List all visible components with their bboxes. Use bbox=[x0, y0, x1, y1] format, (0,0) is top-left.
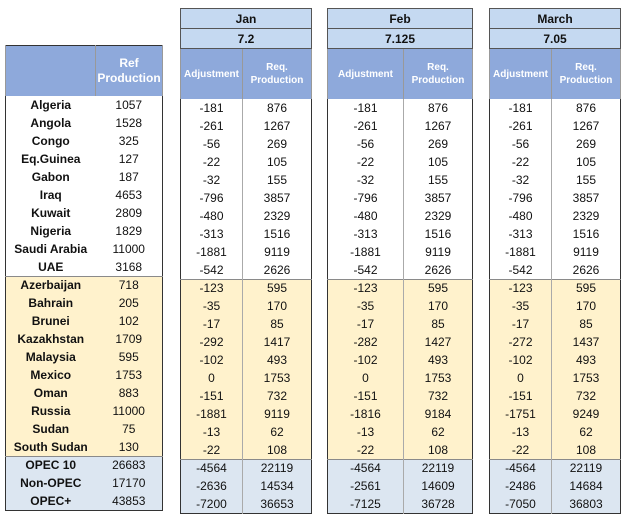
march-adjustment-value: -4564 bbox=[490, 459, 552, 477]
table-row bbox=[328, 189, 473, 207]
table-row bbox=[328, 261, 473, 279]
jan-month-label: Jan bbox=[181, 9, 312, 29]
jan-adjustment-value: -261 bbox=[181, 117, 243, 135]
table-row bbox=[181, 459, 312, 477]
feb-adjustment-value: -22 bbox=[328, 441, 404, 459]
table-row bbox=[6, 348, 163, 366]
table-row bbox=[6, 366, 163, 384]
jan-req-production-value: 1516 bbox=[243, 225, 312, 243]
march-adjustment-value: -272 bbox=[490, 333, 552, 351]
feb-req-production-value: 493 bbox=[404, 351, 473, 369]
table-row bbox=[6, 420, 163, 438]
table-row bbox=[181, 171, 312, 189]
table-row bbox=[6, 402, 163, 420]
feb-req-production-value: 22119 bbox=[404, 459, 473, 477]
country-name: Kazakhstan bbox=[6, 330, 96, 348]
table-row bbox=[181, 495, 312, 513]
country-name: Kuwait bbox=[6, 204, 96, 222]
table-row bbox=[328, 441, 473, 459]
feb-req-production-value: 595 bbox=[404, 279, 473, 297]
country-name: Sudan bbox=[6, 420, 96, 438]
march-req-production-value: 1753 bbox=[552, 369, 621, 387]
jan-adjustment-header: Adjustment bbox=[181, 49, 243, 100]
march-req-production-value: 876 bbox=[552, 99, 621, 117]
table-row bbox=[328, 423, 473, 441]
jan-adjustment-value: -151 bbox=[181, 387, 243, 405]
march-req-production-value: 2329 bbox=[552, 207, 621, 225]
jan-adjustment-value: -22 bbox=[181, 441, 243, 459]
table-row bbox=[181, 135, 312, 153]
table-row bbox=[328, 135, 473, 153]
march-req-production-value: 22119 bbox=[552, 459, 621, 477]
jan-req-production-header: Req. Production bbox=[243, 49, 312, 100]
feb-req-production-value: 1267 bbox=[404, 117, 473, 135]
feb-req-production-value: 2626 bbox=[404, 261, 473, 279]
jan-month-value: 7.2 bbox=[181, 29, 312, 49]
table-row bbox=[490, 423, 621, 441]
ref-production-value: 11000 bbox=[96, 402, 163, 420]
table-row bbox=[490, 261, 621, 279]
feb-adjustment-value: -102 bbox=[328, 351, 404, 369]
table-row bbox=[490, 189, 621, 207]
ref-production-value: 187 bbox=[96, 168, 163, 186]
march-req-production-value: 1267 bbox=[552, 117, 621, 135]
feb-req-production-value: 876 bbox=[404, 99, 473, 117]
feb-adjustment-value: -22 bbox=[328, 153, 404, 171]
table-row bbox=[490, 135, 621, 153]
table-row bbox=[181, 99, 312, 117]
ref-production-value: 127 bbox=[96, 150, 163, 168]
table-row bbox=[6, 96, 163, 114]
feb-adjustment-value: -1881 bbox=[328, 243, 404, 261]
march-adjustment-value: 0 bbox=[490, 369, 552, 387]
jan-req-production-value: 732 bbox=[243, 387, 312, 405]
country-name: Malaysia bbox=[6, 348, 96, 366]
feb-adjustment-value: -542 bbox=[328, 261, 404, 279]
jan-adjustment-value: -32 bbox=[181, 171, 243, 189]
feb-req-production-value: 2329 bbox=[404, 207, 473, 225]
table-row bbox=[490, 207, 621, 225]
jan-req-production-value: 493 bbox=[243, 351, 312, 369]
ref-production-value: 43853 bbox=[96, 492, 163, 510]
feb-adjustment-value: -13 bbox=[328, 423, 404, 441]
country-header-blank bbox=[6, 46, 96, 97]
jan-req-production-value: 85 bbox=[243, 315, 312, 333]
table-row bbox=[490, 171, 621, 189]
table-row bbox=[328, 369, 473, 387]
march-req-production-value: 9119 bbox=[552, 243, 621, 261]
table-row bbox=[490, 351, 621, 369]
table-row bbox=[328, 99, 473, 117]
march-adjustment-value: -56 bbox=[490, 135, 552, 153]
feb-adjustment-value: -4564 bbox=[328, 459, 404, 477]
table-row bbox=[181, 207, 312, 225]
jan-adjustment-value: -13 bbox=[181, 423, 243, 441]
table-row bbox=[181, 261, 312, 279]
ref-production-value: 4653 bbox=[96, 186, 163, 204]
table-row bbox=[490, 99, 621, 117]
table-row bbox=[490, 333, 621, 351]
march-req-production-value: 2626 bbox=[552, 261, 621, 279]
table-row bbox=[181, 369, 312, 387]
ref-production-value: 1528 bbox=[96, 114, 163, 132]
table-row bbox=[328, 279, 473, 297]
table-row bbox=[490, 405, 621, 423]
march-adjustment-value: -32 bbox=[490, 171, 552, 189]
feb-adjustment-value: -17 bbox=[328, 315, 404, 333]
jan-adjustment-value: -56 bbox=[181, 135, 243, 153]
march-req-production-value: 9249 bbox=[552, 405, 621, 423]
ref-production-value: 102 bbox=[96, 312, 163, 330]
country-name: Saudi Arabia bbox=[6, 240, 96, 258]
jan-req-production-value: 3857 bbox=[243, 189, 312, 207]
table-row bbox=[181, 387, 312, 405]
march-req-production-value: 36803 bbox=[552, 495, 621, 513]
ref-production-value: 718 bbox=[96, 276, 163, 294]
feb-adjustment-value: -313 bbox=[328, 225, 404, 243]
jan-adjustment-value: -17 bbox=[181, 315, 243, 333]
table-row bbox=[328, 333, 473, 351]
table-row bbox=[490, 477, 621, 495]
jan-req-production-value: 595 bbox=[243, 279, 312, 297]
table-row bbox=[6, 240, 163, 258]
feb-req-production-value: 108 bbox=[404, 441, 473, 459]
country-name: Russia bbox=[6, 402, 96, 420]
table-row bbox=[6, 114, 163, 132]
country-name: Mexico bbox=[6, 366, 96, 384]
table-row bbox=[490, 315, 621, 333]
country-name: Gabon bbox=[6, 168, 96, 186]
jan-req-production-value: 2626 bbox=[243, 261, 312, 279]
table-row bbox=[490, 459, 621, 477]
march-adjustment-value: -22 bbox=[490, 153, 552, 171]
jan-adjustment-value: -542 bbox=[181, 261, 243, 279]
table-row bbox=[181, 297, 312, 315]
country-name: Azerbaijan bbox=[6, 276, 96, 294]
jan-adjustment-value: -181 bbox=[181, 99, 243, 117]
table-row bbox=[490, 297, 621, 315]
feb-req-production-value: 62 bbox=[404, 423, 473, 441]
table-row bbox=[181, 477, 312, 495]
country-name: Iraq bbox=[6, 186, 96, 204]
march-adjustment-value: -1881 bbox=[490, 243, 552, 261]
feb-adjustment-header: Adjustment bbox=[328, 49, 404, 100]
jan-req-production-value: 22119 bbox=[243, 459, 312, 477]
march-adjustment-value: -1751 bbox=[490, 405, 552, 423]
table-row bbox=[6, 474, 163, 492]
feb-req-production-value: 9184 bbox=[404, 405, 473, 423]
table-row bbox=[328, 117, 473, 135]
table-row bbox=[490, 387, 621, 405]
table-row bbox=[6, 294, 163, 312]
ref-production-value: 883 bbox=[96, 384, 163, 402]
jan-adjustment-value: -123 bbox=[181, 279, 243, 297]
country-name: Non-OPEC bbox=[6, 474, 96, 492]
feb-adjustment-value: -7125 bbox=[328, 495, 404, 513]
table-row bbox=[328, 207, 473, 225]
table-row bbox=[328, 225, 473, 243]
march-req-production-value: 170 bbox=[552, 297, 621, 315]
country-name: Congo bbox=[6, 132, 96, 150]
feb-adjustment-value: -123 bbox=[328, 279, 404, 297]
march-req-production-value: 155 bbox=[552, 171, 621, 189]
march-req-production-value: 14684 bbox=[552, 477, 621, 495]
feb-adjustment-value: -2561 bbox=[328, 477, 404, 495]
march-req-production-value: 105 bbox=[552, 153, 621, 171]
ref-production-value: 2809 bbox=[96, 204, 163, 222]
table-row bbox=[181, 423, 312, 441]
ref-production-value: 205 bbox=[96, 294, 163, 312]
jan-req-production-value: 108 bbox=[243, 441, 312, 459]
table-row bbox=[181, 153, 312, 171]
march-adjustment-value: -123 bbox=[490, 279, 552, 297]
feb-req-production-value: 105 bbox=[404, 153, 473, 171]
jan-req-production-value: 36653 bbox=[243, 495, 312, 513]
march-req-production-value: 1516 bbox=[552, 225, 621, 243]
march-month-value: 7.05 bbox=[490, 29, 621, 49]
feb-adjustment-value: -56 bbox=[328, 135, 404, 153]
ref-production-value: 1057 bbox=[96, 96, 163, 114]
feb-adjustment-value: -1816 bbox=[328, 405, 404, 423]
country-name: Oman bbox=[6, 384, 96, 402]
table-row bbox=[490, 279, 621, 297]
jan-adjustment-value: -2636 bbox=[181, 477, 243, 495]
table-row bbox=[6, 456, 163, 474]
march-table bbox=[489, 8, 621, 514]
feb-req-production-value: 732 bbox=[404, 387, 473, 405]
jan-adjustment-value: -4564 bbox=[181, 459, 243, 477]
feb-req-production-header: Req. Production bbox=[404, 49, 473, 100]
table-row bbox=[6, 330, 163, 348]
march-adjustment-value: -35 bbox=[490, 297, 552, 315]
feb-adjustment-value: -151 bbox=[328, 387, 404, 405]
table-row bbox=[328, 153, 473, 171]
jan-table bbox=[180, 8, 312, 514]
table-row bbox=[181, 117, 312, 135]
feb-adjustment-value: -282 bbox=[328, 333, 404, 351]
feb-adjustment-value: -181 bbox=[328, 99, 404, 117]
country-name: Bahrain bbox=[6, 294, 96, 312]
table-row bbox=[6, 222, 163, 240]
march-req-production-value: 108 bbox=[552, 441, 621, 459]
table-row bbox=[490, 495, 621, 513]
march-req-production-header: Req. Production bbox=[552, 49, 621, 100]
table-row bbox=[181, 315, 312, 333]
country-name: Nigeria bbox=[6, 222, 96, 240]
march-adjustment-value: -313 bbox=[490, 225, 552, 243]
jan-req-production-value: 269 bbox=[243, 135, 312, 153]
table-row bbox=[6, 168, 163, 186]
march-adjustment-value: -2486 bbox=[490, 477, 552, 495]
jan-adjustment-value: -1881 bbox=[181, 243, 243, 261]
march-adjustment-value: -181 bbox=[490, 99, 552, 117]
feb-req-production-value: 3857 bbox=[404, 189, 473, 207]
feb-req-production-value: 155 bbox=[404, 171, 473, 189]
march-adjustment-value: -7050 bbox=[490, 495, 552, 513]
march-adjustment-value: -102 bbox=[490, 351, 552, 369]
table-row bbox=[490, 243, 621, 261]
table-row bbox=[328, 405, 473, 423]
march-adjustment-header: Adjustment bbox=[490, 49, 552, 100]
table-row bbox=[181, 405, 312, 423]
table-row bbox=[490, 153, 621, 171]
country-name: Angola bbox=[6, 114, 96, 132]
table-row bbox=[181, 351, 312, 369]
table-row bbox=[328, 459, 473, 477]
feb-req-production-value: 36728 bbox=[404, 495, 473, 513]
march-req-production-value: 62 bbox=[552, 423, 621, 441]
feb-adjustment-value: -261 bbox=[328, 117, 404, 135]
march-adjustment-value: -13 bbox=[490, 423, 552, 441]
table-row bbox=[6, 312, 163, 330]
feb-req-production-value: 85 bbox=[404, 315, 473, 333]
feb-req-production-value: 1427 bbox=[404, 333, 473, 351]
feb-req-production-value: 1516 bbox=[404, 225, 473, 243]
ref-production-value: 26683 bbox=[96, 456, 163, 474]
table-row bbox=[181, 189, 312, 207]
jan-adjustment-value: 0 bbox=[181, 369, 243, 387]
jan-adjustment-value: -22 bbox=[181, 153, 243, 171]
country-name: OPEC+ bbox=[6, 492, 96, 510]
ref-production-value: 1829 bbox=[96, 222, 163, 240]
feb-table bbox=[327, 8, 473, 514]
table-row bbox=[328, 477, 473, 495]
feb-adjustment-value: -796 bbox=[328, 189, 404, 207]
jan-adjustment-value: -102 bbox=[181, 351, 243, 369]
table-row bbox=[6, 186, 163, 204]
march-req-production-value: 269 bbox=[552, 135, 621, 153]
ref-production-value: 1709 bbox=[96, 330, 163, 348]
table-row bbox=[6, 258, 163, 276]
march-req-production-value: 595 bbox=[552, 279, 621, 297]
table-row bbox=[328, 315, 473, 333]
table-row bbox=[328, 171, 473, 189]
country-name: Brunei bbox=[6, 312, 96, 330]
feb-month-value: 7.125 bbox=[328, 29, 473, 49]
table-row bbox=[6, 438, 163, 456]
table-row bbox=[181, 243, 312, 261]
march-adjustment-value: -480 bbox=[490, 207, 552, 225]
country-name: South Sudan bbox=[6, 438, 96, 456]
jan-req-production-value: 14534 bbox=[243, 477, 312, 495]
table-row bbox=[6, 492, 163, 510]
ref-production-table bbox=[5, 45, 163, 511]
jan-req-production-value: 1417 bbox=[243, 333, 312, 351]
jan-adjustment-value: -35 bbox=[181, 297, 243, 315]
march-req-production-value: 1437 bbox=[552, 333, 621, 351]
table-row bbox=[6, 204, 163, 222]
march-adjustment-value: -796 bbox=[490, 189, 552, 207]
table-row bbox=[181, 225, 312, 243]
ref-production-value: 325 bbox=[96, 132, 163, 150]
feb-adjustment-value: -480 bbox=[328, 207, 404, 225]
table-row bbox=[490, 117, 621, 135]
table-row bbox=[490, 225, 621, 243]
table-row bbox=[181, 333, 312, 351]
feb-req-production-value: 170 bbox=[404, 297, 473, 315]
feb-req-production-value: 1753 bbox=[404, 369, 473, 387]
ref-production-value: 130 bbox=[96, 438, 163, 456]
table-row bbox=[328, 243, 473, 261]
jan-req-production-value: 876 bbox=[243, 99, 312, 117]
jan-req-production-value: 9119 bbox=[243, 405, 312, 423]
jan-req-production-value: 105 bbox=[243, 153, 312, 171]
march-req-production-value: 85 bbox=[552, 315, 621, 333]
feb-req-production-value: 9119 bbox=[404, 243, 473, 261]
march-req-production-value: 732 bbox=[552, 387, 621, 405]
table-row bbox=[490, 441, 621, 459]
ref-production-value: 1753 bbox=[96, 366, 163, 384]
jan-adjustment-value: -796 bbox=[181, 189, 243, 207]
ref-production-value: 75 bbox=[96, 420, 163, 438]
table-row bbox=[490, 369, 621, 387]
jan-adjustment-value: -292 bbox=[181, 333, 243, 351]
march-adjustment-value: -261 bbox=[490, 117, 552, 135]
table-row bbox=[6, 384, 163, 402]
ref-production-header: Ref Production bbox=[96, 46, 163, 97]
feb-req-production-value: 269 bbox=[404, 135, 473, 153]
jan-req-production-value: 9119 bbox=[243, 243, 312, 261]
jan-req-production-value: 62 bbox=[243, 423, 312, 441]
table-row bbox=[6, 132, 163, 150]
march-adjustment-value: -22 bbox=[490, 441, 552, 459]
jan-adjustment-value: -1881 bbox=[181, 405, 243, 423]
table-row bbox=[328, 495, 473, 513]
feb-adjustment-value: -32 bbox=[328, 171, 404, 189]
table-row bbox=[328, 387, 473, 405]
table-row bbox=[328, 351, 473, 369]
ref-production-value: 3168 bbox=[96, 258, 163, 276]
jan-adjustment-value: -313 bbox=[181, 225, 243, 243]
jan-req-production-value: 170 bbox=[243, 297, 312, 315]
table-row bbox=[328, 297, 473, 315]
feb-month-label: Feb bbox=[328, 9, 473, 29]
march-adjustment-value: -542 bbox=[490, 261, 552, 279]
jan-req-production-value: 1267 bbox=[243, 117, 312, 135]
ref-production-value: 595 bbox=[96, 348, 163, 366]
country-name: Eq.Guinea bbox=[6, 150, 96, 168]
feb-adjustment-value: 0 bbox=[328, 369, 404, 387]
table-row bbox=[6, 276, 163, 294]
march-adjustment-value: -151 bbox=[490, 387, 552, 405]
ref-production-value: 11000 bbox=[96, 240, 163, 258]
jan-adjustment-value: -480 bbox=[181, 207, 243, 225]
march-adjustment-value: -17 bbox=[490, 315, 552, 333]
table-row bbox=[181, 279, 312, 297]
march-month-label: March bbox=[490, 9, 621, 29]
country-name: Algeria bbox=[6, 96, 96, 114]
jan-req-production-value: 155 bbox=[243, 171, 312, 189]
jan-adjustment-value: -7200 bbox=[181, 495, 243, 513]
table-row bbox=[6, 150, 163, 168]
table-row bbox=[181, 441, 312, 459]
jan-req-production-value: 2329 bbox=[243, 207, 312, 225]
feb-req-production-value: 14609 bbox=[404, 477, 473, 495]
march-req-production-value: 3857 bbox=[552, 189, 621, 207]
country-name: UAE bbox=[6, 258, 96, 276]
ref-production-value: 17170 bbox=[96, 474, 163, 492]
feb-adjustment-value: -35 bbox=[328, 297, 404, 315]
jan-req-production-value: 1753 bbox=[243, 369, 312, 387]
march-req-production-value: 493 bbox=[552, 351, 621, 369]
country-name: OPEC 10 bbox=[6, 456, 96, 474]
